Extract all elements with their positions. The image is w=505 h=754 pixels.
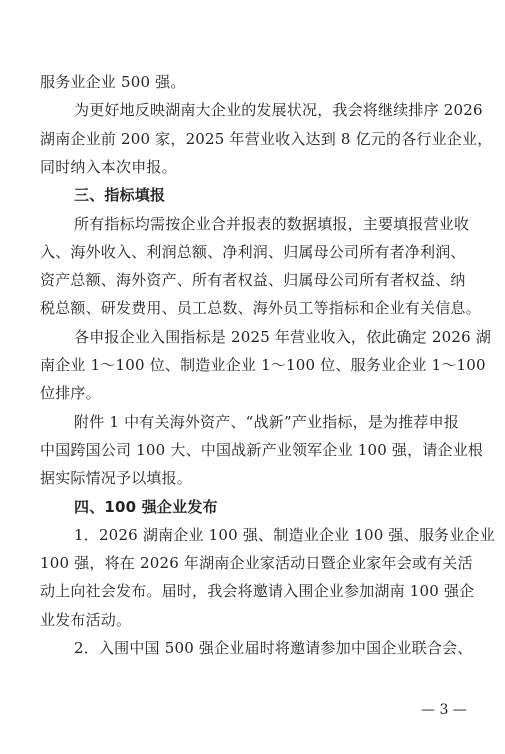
paragraph-line: 资产总额、海外资产、所有者权益、归属母公司所有者权益、纳	[40, 271, 466, 290]
page-number: — 3 —	[421, 702, 467, 718]
paragraph-line: 各申报企业入围指标是 2025 年营业收入，依此确定 2026 湖	[74, 327, 492, 346]
paragraph-line: 1．2026 湖南企业 100 强、制造业企业 100 强、服务业企业	[74, 525, 495, 544]
paragraph-line: 同时纳入本次申报。	[40, 157, 177, 176]
paragraph-line: 附件 1 中有关海外资产、“战新”产业指标，是为推荐申报	[74, 412, 460, 431]
paragraph-line: 入、海外收入、利润总额、净利润、归属母公司所有者净利润、	[40, 242, 466, 261]
paragraph-line: 100 强，将在 2026 年湖南企业家活动日暨企业家年会或有关活	[40, 554, 473, 573]
paragraph-line: 2．入围中国 500 强企业届时将邀请参加中国企业联合会、	[74, 639, 473, 657]
paragraph-line: 南企业 1～100 位、制造业企业 1～100 位、服务业企业 1～100	[40, 356, 486, 374]
paragraph-line: 湖南企业前 200 家，2025 年营业收入达到 8 亿元的各行业企业，	[40, 129, 493, 148]
section-heading: 四、100 强企业发布	[74, 497, 218, 516]
paragraph-line: 位排序。	[40, 384, 101, 403]
paragraph-line: 服务业企业 500 强。	[40, 73, 186, 91]
paragraph-line: 所有指标均需按企业合并报表的数据填报，主要填报营业收	[74, 214, 470, 233]
section-heading: 三、指标填报	[74, 186, 166, 205]
paragraph-line: 中国跨国公司 100 大、中国战新产业领军企业 100 强，请企业根	[40, 440, 484, 459]
paragraph-line: 据实际情况予以填报。	[40, 469, 193, 488]
paragraph-line: 业发布活动。	[40, 610, 132, 629]
paragraph-line: 税总额、研发费用、员工总数、海外员工等指标和企业有关信息。	[40, 299, 481, 318]
paragraph-line: 为更好地反映湖南大企业的发展状况，我会将继续排序 2026	[74, 101, 483, 120]
paragraph-line: 动上向社会发布。届时，我会将邀请入围企业参加湖南 100 强企	[40, 582, 475, 601]
